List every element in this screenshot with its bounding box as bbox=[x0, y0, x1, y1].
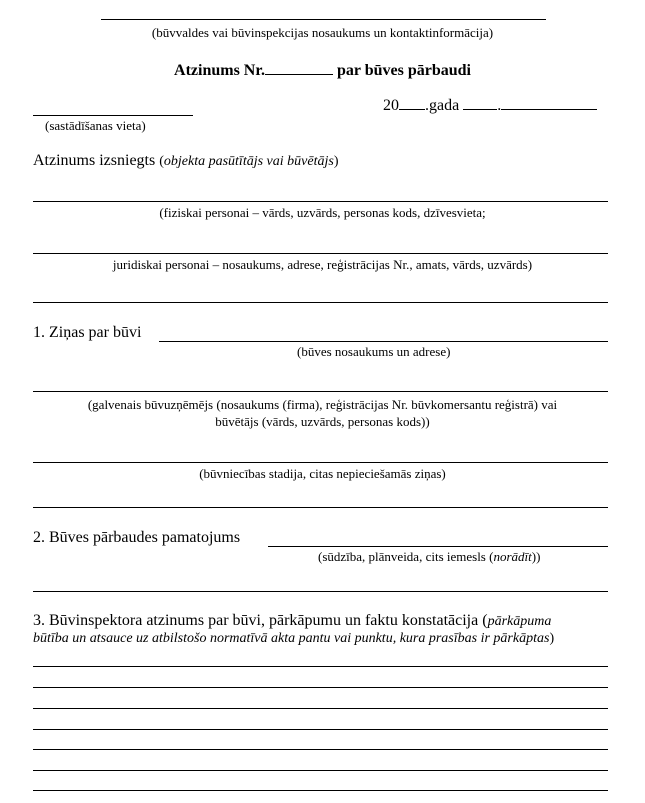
authority-caption: (būvvaldes vai būvinspekcijas nosaukums un kontaktinformācija) bbox=[151, 25, 494, 40]
reason-caption-suffix: )) bbox=[531, 549, 541, 564]
section3-label-main: 3. Būvinspektora atzinums par būvi, pārkāpumu un faktu konstatācija ( bbox=[33, 612, 488, 629]
section1-extra-line[interactable] bbox=[33, 507, 608, 508]
section3-label bbox=[33, 612, 551, 630]
section3-hint-2: būtība un atsauce uz atbilstošo normatīvā akta pantu vai punktu, kura prasības ir pārkāptas bbox=[33, 631, 550, 646]
section3-hint-close: ) bbox=[549, 631, 555, 646]
date-field bbox=[383, 97, 597, 115]
findings-line-3[interactable] bbox=[33, 708, 608, 709]
section2-label: 2. Būves pārbaudes pamatojums bbox=[33, 529, 241, 546]
building-name-line[interactable] bbox=[159, 341, 608, 342]
findings-line-1[interactable] bbox=[33, 666, 608, 667]
reason-caption-prefix: (sūdzība, plānveida, cits iemesls ( bbox=[318, 549, 494, 564]
title-prefix: Atzinums Nr. bbox=[174, 62, 265, 79]
issued-line-1[interactable] bbox=[33, 201, 608, 202]
findings-line-5[interactable] bbox=[33, 749, 608, 750]
findings-line-4[interactable] bbox=[33, 729, 608, 730]
reason-caption bbox=[318, 549, 540, 565]
building-name-caption: (būves nosaukums un adrese) bbox=[297, 344, 451, 359]
findings-line-2[interactable] bbox=[33, 687, 608, 688]
month-blank[interactable] bbox=[501, 109, 597, 110]
authority-line[interactable] bbox=[101, 19, 546, 20]
contractor-line[interactable] bbox=[33, 391, 608, 392]
issued-label: Atzinums izsniegts bbox=[33, 152, 156, 169]
date-dot: . bbox=[497, 97, 502, 114]
section3-hint-1: pārkāpuma bbox=[487, 614, 552, 629]
year-blank[interactable] bbox=[399, 109, 425, 110]
issued-line-2[interactable] bbox=[33, 253, 608, 254]
reason-caption-italic: norādīt bbox=[493, 549, 532, 564]
findings-line-6[interactable] bbox=[33, 770, 608, 771]
section2-extra-line[interactable] bbox=[33, 591, 608, 592]
issued-hint: objekta pasūtītājs vai būvētājs bbox=[163, 154, 334, 169]
contractor-caption-2: būvētājs (vārds, uzvārds, personas kods)) bbox=[215, 414, 430, 429]
issued-label-row: Atzinums izsniegts (objekta pasūtītājs vai būvētājs) bbox=[33, 152, 339, 169]
title-suffix: par būves pārbaudi bbox=[336, 62, 471, 79]
stage-line[interactable] bbox=[33, 462, 608, 463]
section3-hint-row bbox=[33, 631, 554, 647]
gada-label: .gada bbox=[425, 97, 460, 114]
document-title bbox=[0, 62, 645, 80]
contractor-caption-1: (galvenais būvuzņēmējs (nosaukums (firma), reģistrācijas Nr. būvkomersantu reģistrā) vai bbox=[87, 397, 558, 412]
stage-caption: (būvniecības stadija, citas nepieciešamās ziņas) bbox=[199, 466, 446, 481]
title-number-blank[interactable] bbox=[265, 74, 333, 75]
findings-line-7[interactable] bbox=[33, 790, 608, 791]
issued-line-3[interactable] bbox=[33, 302, 608, 303]
legal-person-caption: juridiskai personai – nosaukums, adrese, reģistrācijas Nr., amats, vārds, uzvārds) bbox=[112, 257, 533, 272]
year-prefix: 20 bbox=[383, 97, 399, 114]
reason-line[interactable] bbox=[268, 546, 608, 547]
day-blank[interactable] bbox=[463, 109, 497, 110]
place-line[interactable] bbox=[33, 115, 193, 116]
section1-label: 1. Ziņas par būvi bbox=[33, 324, 142, 341]
natural-person-caption: (fiziskai personai – vārds, uzvārds, personas kods, dzīvesvieta; bbox=[159, 205, 486, 220]
place-caption: (sastādīšanas vieta) bbox=[45, 118, 146, 133]
